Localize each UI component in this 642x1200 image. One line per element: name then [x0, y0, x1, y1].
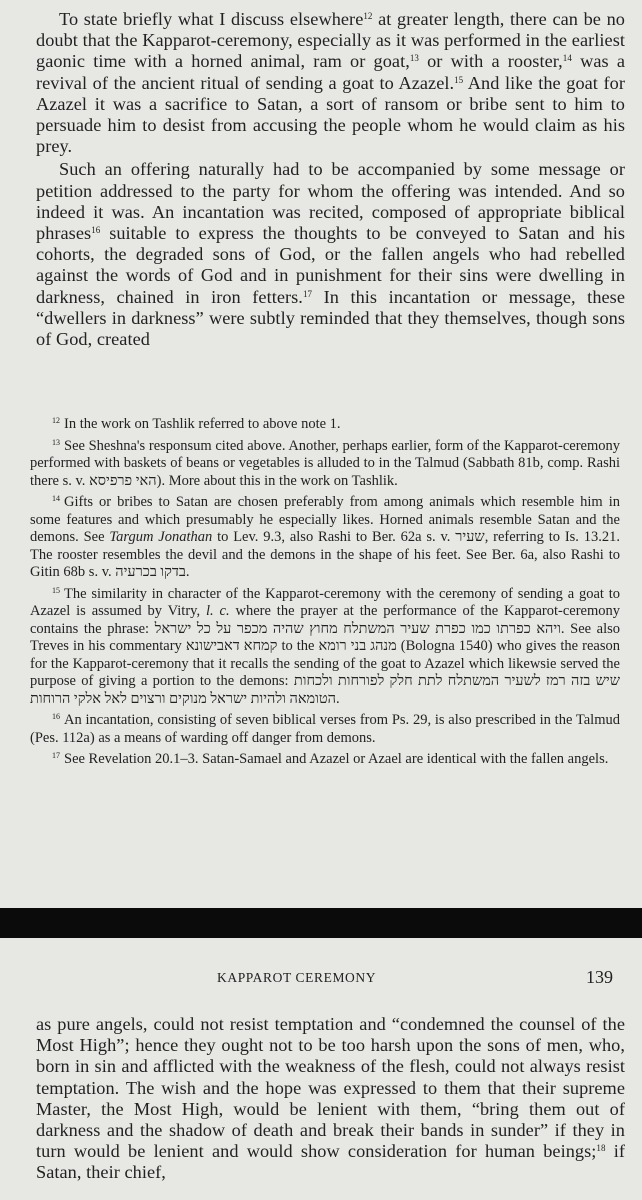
page-139-scan	[0, 938, 642, 1200]
footnote-ref[interactable]: 12	[363, 11, 373, 21]
footnote: $^{13}$ See Sheshna's responsum cited above. Another, perhaps earlier, form of the Kapparot-ceremony performed with baskets of beans or vegetables is alluded to in the Talmud (Sabbath 81b, comp. Rashi there s. v. האי פרפיסא). More about this in the work on Tashlik.	[30, 437, 620, 489]
footnote-ref[interactable]: 18	[596, 1143, 606, 1154]
page-number: 139	[586, 967, 613, 987]
main-text	[36, 1014, 625, 1184]
footnote: $^{16}$ An incantation, consisting of seven biblical verses from Ps. 29, is also prescribed in the Talmud (Pes. 112a) as a means of warding off danger from demons.	[30, 712, 620, 746]
running-head-title: KAPPAROT CEREMONY	[217, 970, 377, 985]
main-text	[36, 9, 625, 350]
footnotes	[30, 412, 620, 769]
footnote-ref[interactable]: 14	[562, 53, 572, 64]
footnote-ref[interactable]: 16	[91, 225, 101, 236]
footnote: $^{14}$ Gifts or bribes to Satan are chosen preferably from among animals which resemble him in some features and which presumably he especially likes. Horned animals resemble Satan and the demons. See Targum Jonathan to Lev. 9.3, also Rashi to Ber. 62a s. v. שעיר, referring to Is. 13.21. The rooster resembles the devil and the demons in the shape of his feet. See Ber. 6a, also Rashi to Gitin 68b s. v. בדקו בכרעיה.	[30, 494, 621, 580]
running-head	[0, 967, 642, 992]
body-paragraph: as pure angels, could not resist temptation and “condemned the counsel of the Most High”; hence they ought not to be too harsh upon the sons of men, who, born in sin and afflicted with the weakness of the flesh, could not always resist temptation. The wish and the hope was expressed to them that their supreme Master, the Most High, would be lenient with them, “bring them out of darkness and the shadow of death and break their bands in sunder” if they in turn would be lenient and would show consideration for human beings;$^{18}$ if Satan, their chief,	[36, 1014, 625, 1183]
footnote-ref[interactable]: 13	[409, 53, 419, 64]
footnote-ref[interactable]: 15	[454, 74, 464, 85]
footnote: $^{15}$ The similarity in character of the Kapparot-ceremony with the ceremony of sending a goat to Azazel is assumed by Vitry, l. c. where the prayer at the performance of the Kapparot-ceremony contains the phrase: ויהא כפרתו כמו כפרת שעיר המשתלח מחוץ שהיה מכפר על כל ישראל. See also Treves in his commentary קמחא דאבישונא to the מנהג בני רומא (Bologna 1540) who gives the reason for the Kapparot-ceremony that it recalls the sending of the goat to Azazel which likewsie served the purpose of giving a portion to the demons: שיש בזה רמז לשעיר המשתלח לתת חלק לפורחות ולכחות הטומאה ולהיות ישראל מנוקים ורצוים לאל אלקי הרוחות.	[30, 585, 620, 707]
body-paragraph: To state briefly what I discuss elsewhere$^{12}$ at greater length, there can be no doubt that the Kapparot-ceremony, especially as it was performed in the earliest gaonic time with a horned animal, ram or goat,$^{13}$ or with a rooster,$^{14}$ was a revival of the ancient ritual of sending a goat to Azazel.$^{15}$ And like the goat for Azazel it was a sacrifice to Satan, a sort of ransom or bribe sent to him to persuade him to desist from accusing the people whom he would claim as his prey.	[36, 9, 625, 157]
body-paragraph: Such an offering naturally had to be accompanied by some message or petition addressed to the party for whom the offering was intended. And so indeed it was. An incantation was recited, composed of appropriate biblical phrases$^{16}$ suitable to express the thoughts to be conveyed to Satan and his cohorts, the degraded sons of God, or the fallen angels who had rebelled against the words of God and in punishment for their sins were dwelling in darkness, chained in iron fetters.$^{17}$ In this incantation or message, these “dwellers in darkness” were subtly reminded that they themselves, though sons of God, created	[36, 159, 625, 350]
footnote: $^{12}$ In the work on Tashlik referred to above note 1.	[52, 416, 341, 432]
footnote: $^{17}$ See Revelation 20.1–3. Satan-Samael and Azazel or Azael are identical with the fallen angels.	[52, 751, 609, 767]
footnote-ref[interactable]: 17	[302, 288, 313, 299]
